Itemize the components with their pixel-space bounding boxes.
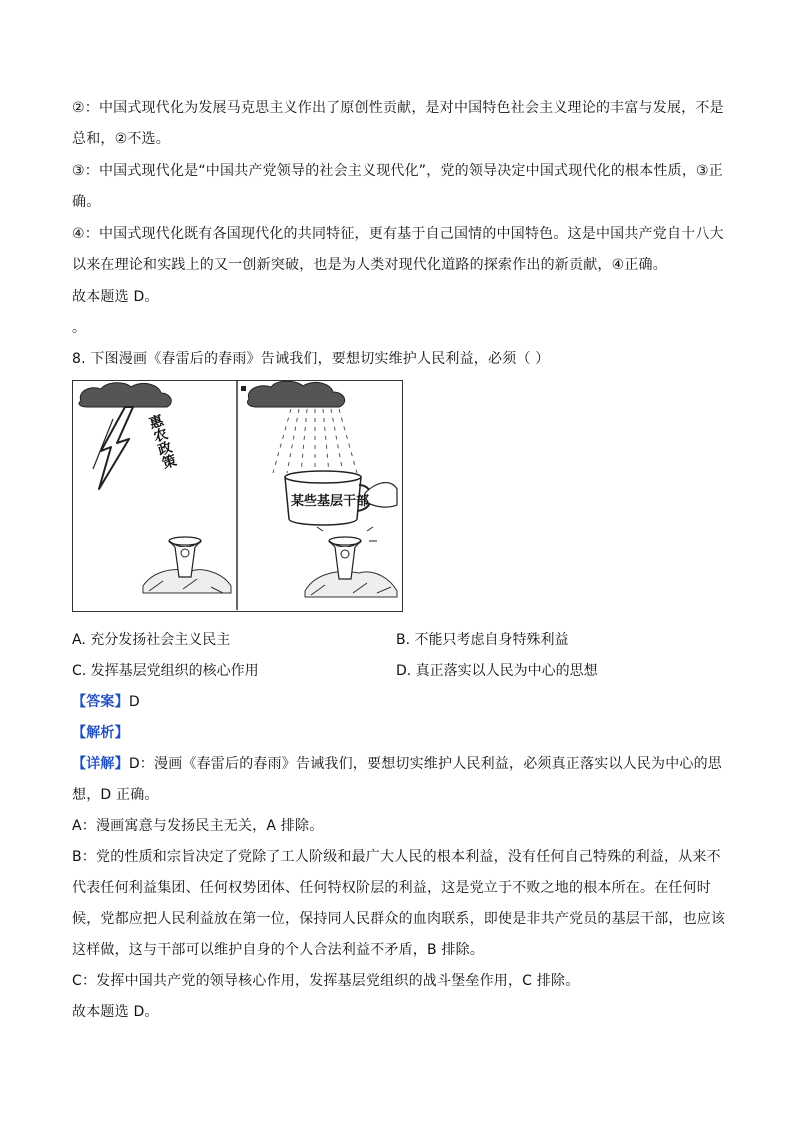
cartoon-figure — [72, 380, 403, 612]
cartoon-drawing — [73, 381, 401, 610]
detail-tag: 【详解】 — [72, 756, 129, 772]
option-b: B. 不能只考虑自身特殊利益 — [396, 632, 569, 648]
option-d: D. 真正落实以人民为中心的思想 — [396, 663, 598, 679]
analysis-line: 确。 — [72, 194, 101, 210]
option-c: C. 发挥基层党组织的核心作用 — [72, 663, 259, 679]
cloud-icon — [79, 383, 171, 407]
left-panel-label: 惠农政策 — [145, 412, 178, 471]
analysis-line: A：漫画寓意与发扬民主无关，A 排除。 — [72, 818, 324, 834]
cloud-icon — [247, 381, 344, 407]
detail-text: D：漫画《春雷后的春雨》告诫我们，要想切实维护人民利益，必须真正落实以人民为中心的思 — [128, 756, 722, 772]
analysis-line: ④：中国式现代化既有各国现代化的共同特征，更有基于自己国情的中国特色。这是中国共产党自十八大 — [72, 226, 724, 242]
detail-line — [72, 754, 732, 774]
conclusion-line: 故本题选 D。 — [72, 1004, 159, 1020]
question-stem: 8. 下图漫画《春雷后的春雨》告诫我们，要想切实维护人民利益，必须（ ） — [72, 351, 550, 367]
stray-mark: 。 — [72, 320, 87, 336]
right-panel-label: 某些基层干部 — [291, 494, 370, 509]
right-panel — [241, 381, 397, 597]
analysis-line: C：发挥中国共产党的领导核心作用，发挥基层党组织的战斗堡垒作用，C 排除。 — [72, 973, 580, 989]
analysis-line: ②：中国式现代化为发展马克思主义作出了原创性贡献，是对中国特色社会主义理论的丰富与发展，不是 — [72, 100, 724, 116]
analysis-line: B：党的性质和宗旨决定了党除了工人阶级和最广大人民的根本利益，没有任何自己特殊的利益，从来不 — [72, 849, 721, 865]
answer-line — [72, 692, 732, 712]
analysis-line: 想，D 正确。 — [72, 787, 159, 803]
left-panel — [79, 383, 231, 593]
analysis-line: 以来在理论和实践上的又一创新突破，也是为人类对现代化道路的探索作出的新贡献，④正确。 — [72, 257, 667, 273]
analysis-line: 候，党都应把人民利益放在第一位，保持同人民群众的血肉联系，即使是非共产党员的基层干部，也应该 — [72, 911, 726, 927]
analysis-line: 这样做，这与干部可以维护自身的个人合法利益不矛盾，B 排除。 — [72, 942, 485, 958]
answer-value: D — [128, 694, 140, 710]
analysis-tag: 【解析】 — [72, 725, 129, 741]
analysis-line: 代表任何利益集团、任何权势团体、任何特权阶层的利益，这是党立于不败之地的根本所在。在任何时 — [72, 880, 711, 896]
hand-icon — [365, 483, 397, 507]
answer-tag: 【答案】 — [72, 694, 129, 710]
analysis-line: 总和，②不选。 — [72, 131, 170, 147]
option-a: A. 充分发扬社会主义民主 — [72, 632, 231, 648]
conclusion-line: 故本题选 D。 — [72, 289, 159, 305]
analysis-line: ③：中国式现代化是“中国共产党领导的社会主义现代化”，党的领导决定中国式现代化的根本性质，③正 — [72, 163, 724, 179]
lightning-bolt-icon — [99, 407, 133, 489]
rain-streaks — [273, 409, 357, 473]
analysis-heading — [72, 723, 732, 743]
